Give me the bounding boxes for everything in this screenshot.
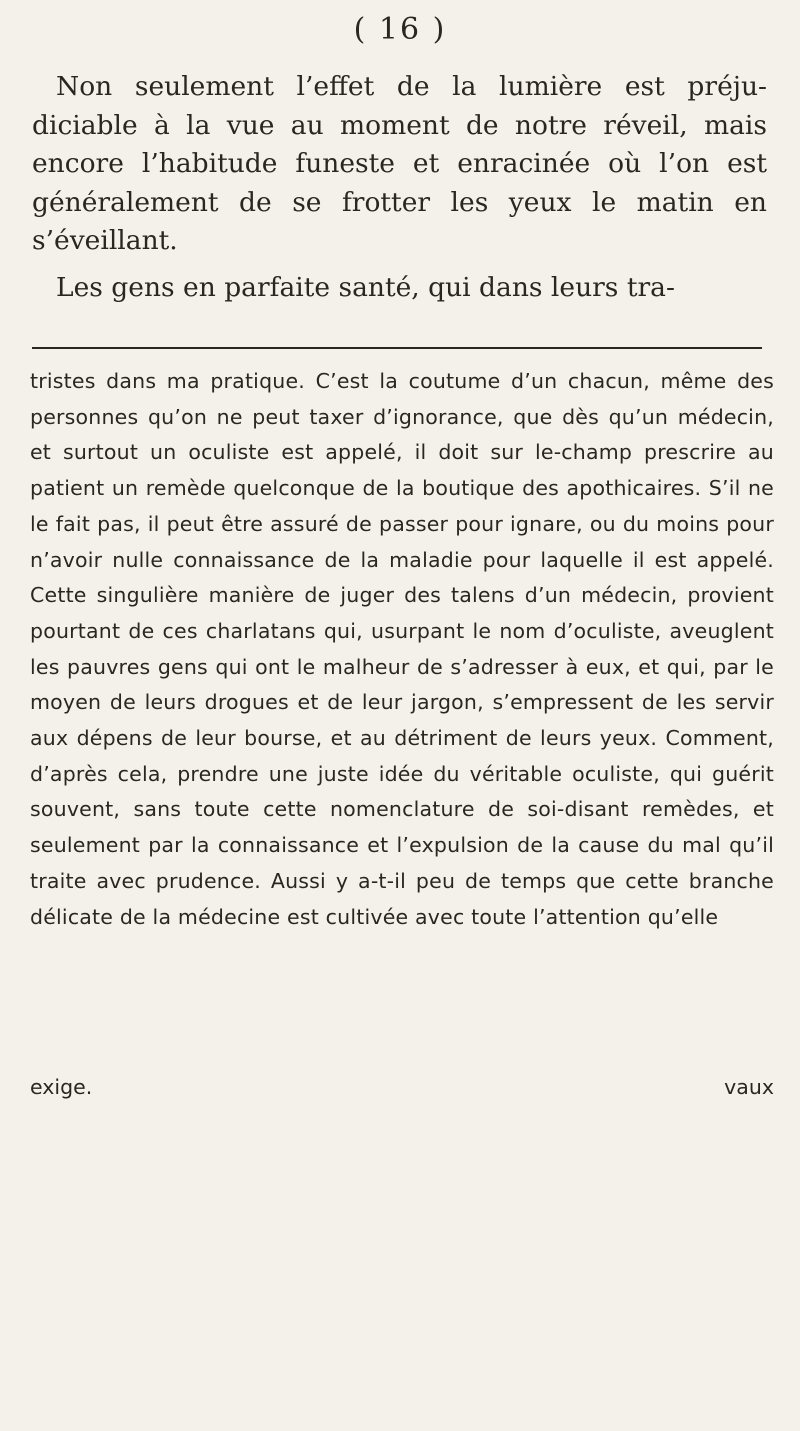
footnote-last-word: exige. (30, 1075, 93, 1099)
catchword: vaux (724, 1075, 774, 1099)
main-text-block (32, 68, 767, 307)
main-paragraph-2: Les gens en parfaite santé, qui dans leurs tra- (56, 271, 675, 303)
page-number: ( 16 ) (353, 12, 447, 47)
footnote-block (30, 364, 774, 935)
footnote-separator-rule (32, 347, 762, 349)
footnote-paragraph: tristes dans ma pratique. C’est la coutume d’un chacun, même des personnes qu’on ne peut taxer d’ignorance, que dès qu’un médecin, et surtout un oculiste est appelé, il doit sur le-champ prescrire au patient un remède quelconque de la boutique des apothicaires. S’il ne le fait pas, il peut être assuré de passer pour ignare, ou du moins pour n’avoir nulle connaissance de la maladie pour laquelle il est appelé. Cette singulière manière de juger des talens d’un médecin, provient pourtant de ces charlatans qui, usurpant le nom d’oculiste, aveuglent les pauvres gens qui ont le malheur de s’adresser à eux, et qui, par le moyen de leurs drogues et de leur jargon, s’empressent de les servir aux dépens de leur bourse, et au détriment de leurs yeux. Comment, d’après cela, prendre une juste idée du véritable oculiste, qui guérit souvent, sans toute cette nomenclature de soi-disant remèdes, et seulement par la connaissance et l’expulsion de la cause du mal qu’il traite avec prudence. Aussi y a-t-il peu de temps que cette branche délicate de la médecine est cultivée avec toute l’attention qu’elle (30, 369, 774, 929)
main-paragraph-1: Non seulement l’effet de la lumière est préju-diciable à la vue au moment de notre réveil, mais encore l’habitude funeste et enracinée où l’on est généralement de se frotter les yeux le matin en s’éveillant. (32, 71, 767, 256)
